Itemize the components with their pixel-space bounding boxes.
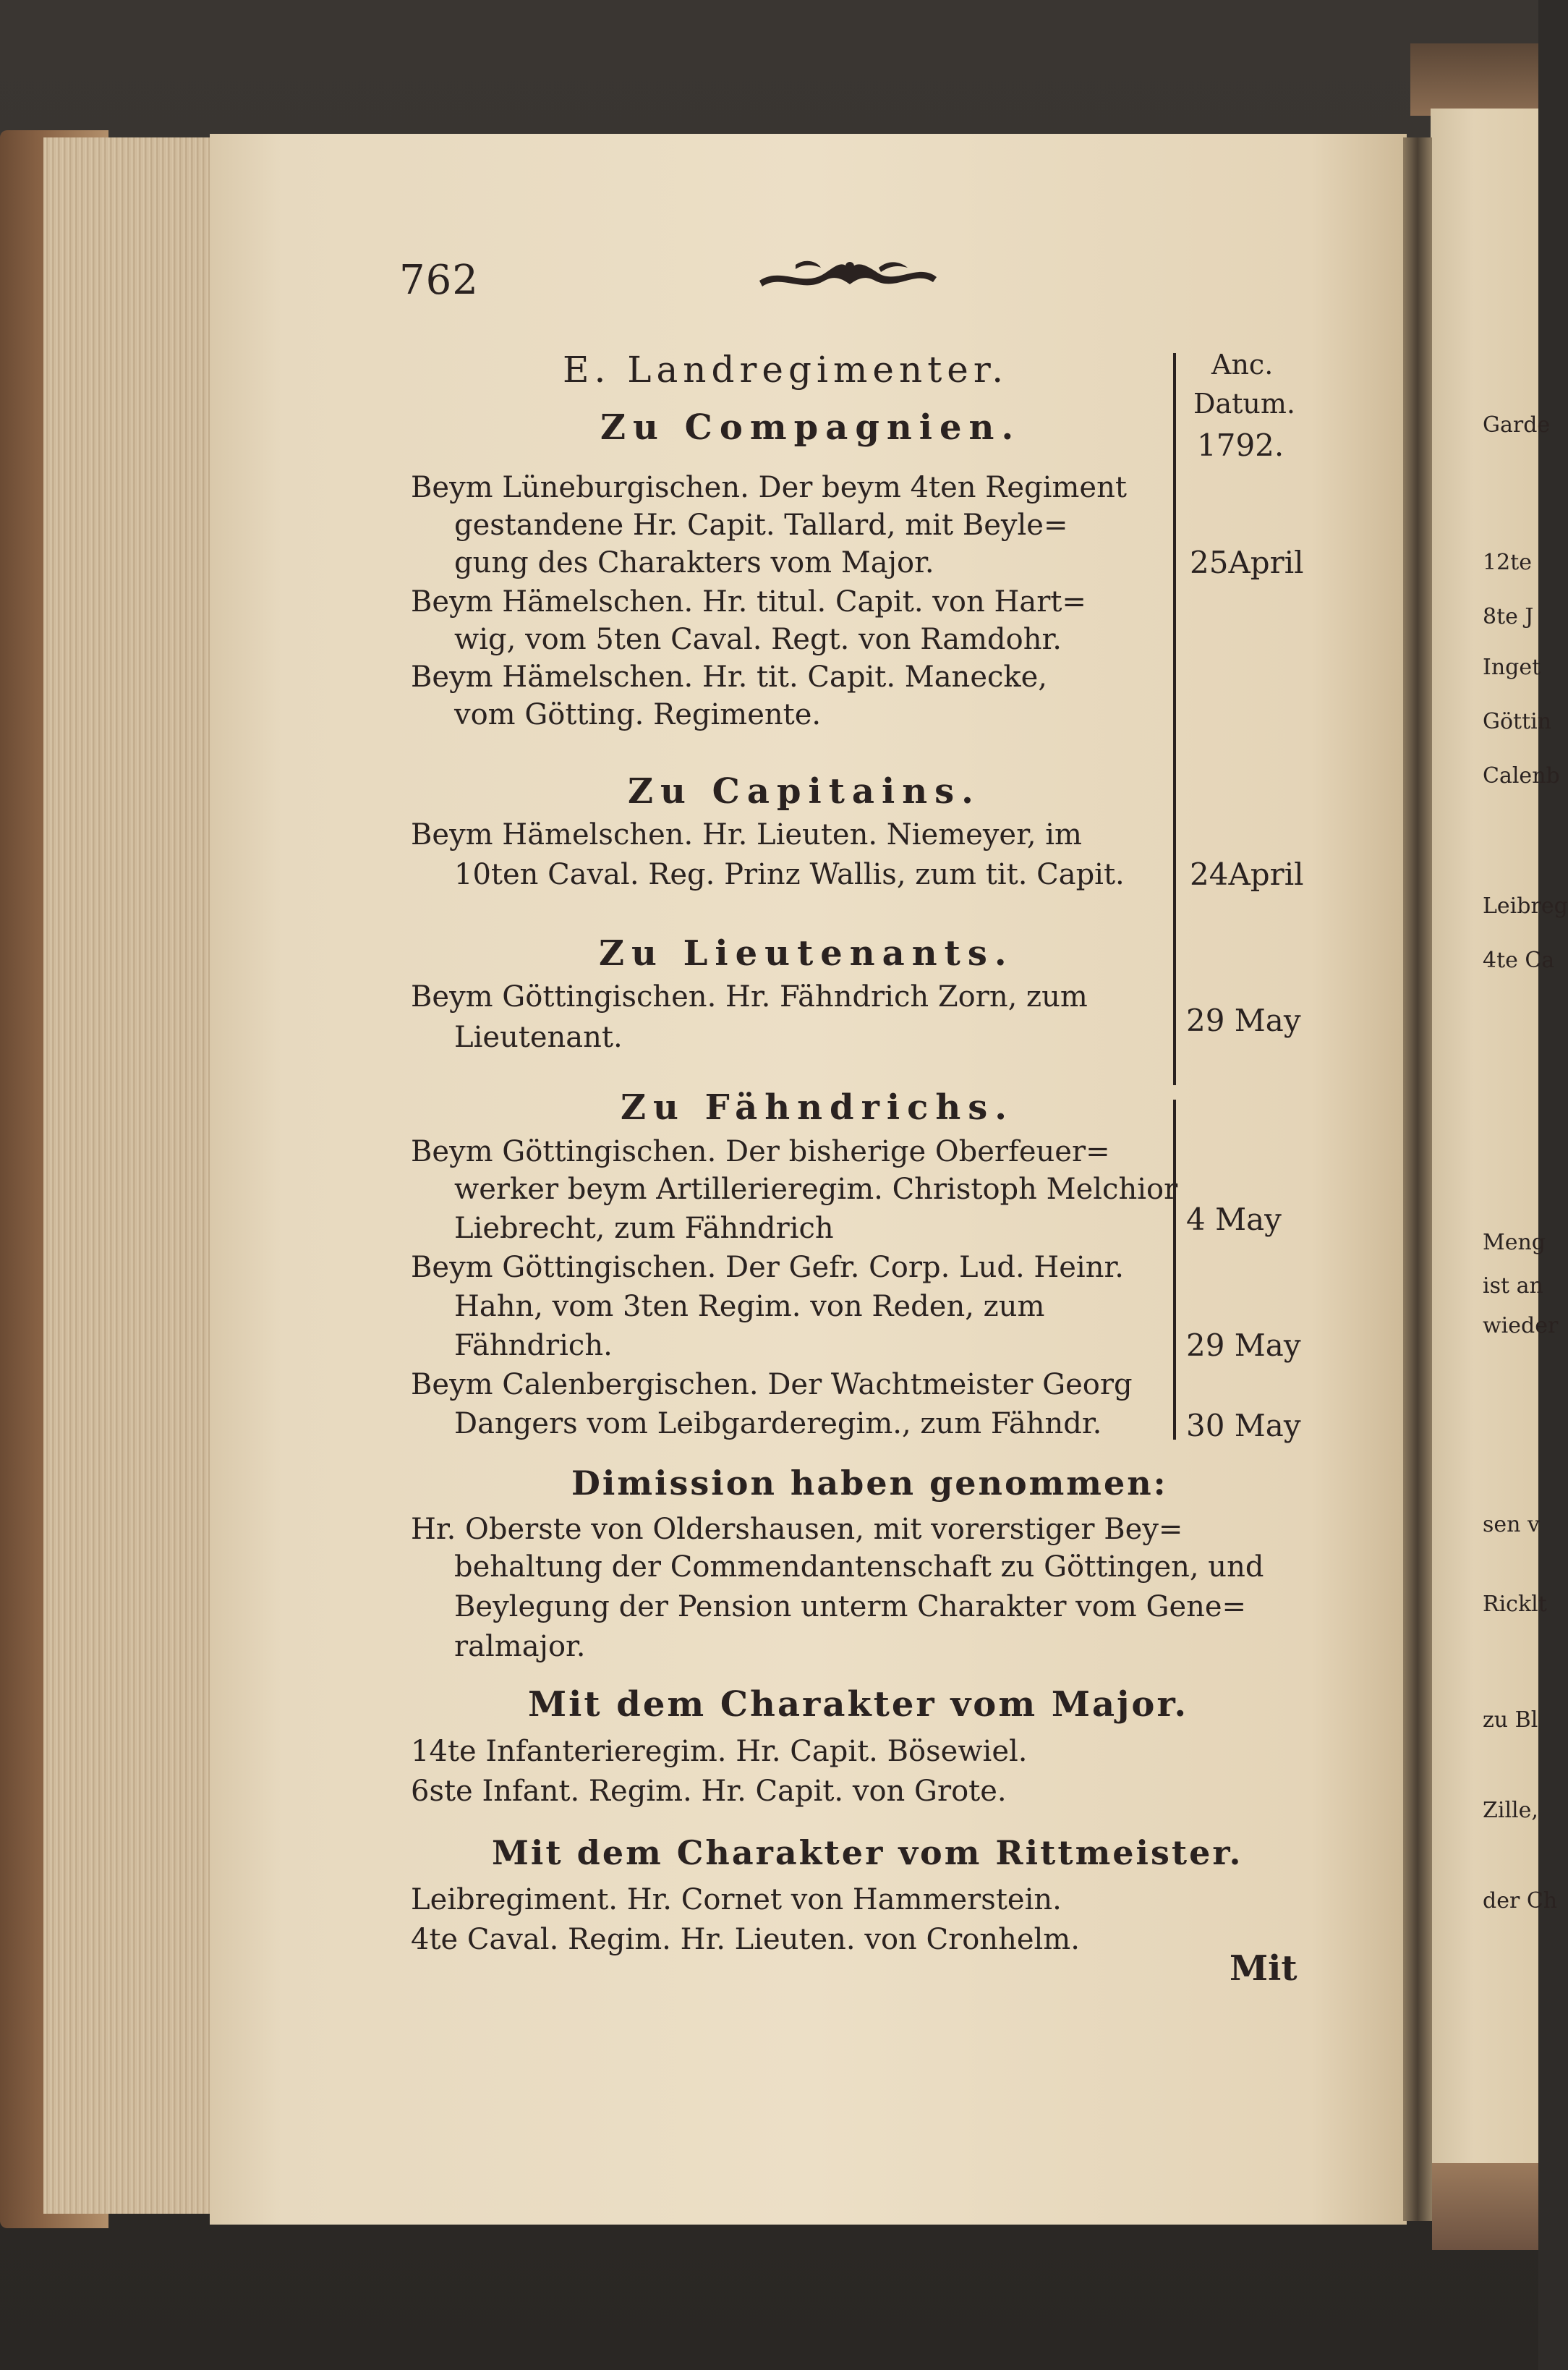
facing-page-text: zu Bl xyxy=(1483,1707,1538,1733)
text-line: Beym Göttingischen. Hr. Fähndrich Zorn, zum xyxy=(411,980,1088,1014)
catchword: Mit xyxy=(1230,1948,1298,1989)
date-column-rule-lower xyxy=(1173,1100,1176,1440)
text-line: Leibregiment. Hr. Cornet von Hammerstein. xyxy=(411,1883,1062,1916)
facing-page-text: Ricklt xyxy=(1483,1592,1547,1617)
date-header-datum: Datum. xyxy=(1193,388,1295,420)
text-line: behaltung der Commendantenschaft zu Göttingen, und xyxy=(454,1550,1264,1584)
text-line: Liebrecht, zum Fähndrich xyxy=(454,1212,834,1245)
facing-page-text: ist an xyxy=(1483,1273,1543,1299)
facing-page-text: Meng xyxy=(1483,1230,1546,1255)
text-line: Fähndrich. xyxy=(454,1329,613,1362)
text-line: wig, vom 5ten Caval. Regt. von Ramdohr. xyxy=(454,623,1062,656)
heading-compagnien: Zu Compagnien. xyxy=(600,407,1021,448)
date-header-anc: Anc. xyxy=(1211,349,1274,381)
text-line: Dangers vom Leibgarderegim., zum Fähndr. xyxy=(454,1407,1102,1440)
date-entry: 30 May xyxy=(1186,1408,1301,1443)
gutter xyxy=(1403,137,1432,2221)
text-line: vom Götting. Regimente. xyxy=(454,698,822,731)
facing-page-text: sen v xyxy=(1483,1512,1540,1537)
date-entry: 4 May xyxy=(1186,1202,1282,1237)
facing-page-text: wieder xyxy=(1483,1313,1559,1338)
facing-page-text: der Ch xyxy=(1483,1888,1558,1914)
date-header-year: 1792. xyxy=(1197,428,1284,463)
text-line: Beym Göttingischen. Der Gefr. Corp. Lud. Heinr. xyxy=(411,1251,1124,1284)
facing-page-text: 8te J xyxy=(1483,604,1534,629)
text-line: Beym Lüneburgischen. Der beym 4ten Regiment xyxy=(411,471,1127,504)
date-entry: 29 May xyxy=(1186,1328,1301,1363)
text-line: Beym Hämelschen. Hr. Lieuten. Niemeyer, im xyxy=(411,818,1082,851)
text-line: 10ten Caval. Reg. Prinz Wallis, zum tit. Capit. xyxy=(454,858,1125,891)
heading-rittmeister: Mit dem Charakter vom Rittmeister. xyxy=(492,1833,1243,1872)
date-entry: 29 May xyxy=(1186,1003,1301,1038)
facing-page-text: Zille, xyxy=(1483,1798,1538,1823)
text-line: Beym Hämelschen. Hr. titul. Capit. von Hart= xyxy=(411,585,1086,619)
book-cover-right-bottom xyxy=(1432,2163,1538,2250)
section-title: E. Landregimenter. xyxy=(563,349,1009,391)
facing-page-text: 12te xyxy=(1483,550,1532,575)
page-number: 762 xyxy=(399,257,479,304)
date-entry: 25April xyxy=(1190,545,1304,580)
text-line: Hr. Oberste von Oldershausen, mit vorerstiger Bey= xyxy=(411,1513,1183,1546)
text-line: Lieutenant. xyxy=(454,1021,623,1054)
text-line: Beym Göttingischen. Der bisherige Oberfeuer= xyxy=(411,1135,1110,1168)
ornament-icon xyxy=(752,252,940,295)
facing-page-text: Göttin xyxy=(1483,709,1552,734)
text-line: 6ste Infant. Regim. Hr. Capit. von Grote. xyxy=(411,1775,1007,1808)
date-column-rule xyxy=(1173,353,1176,1085)
facing-page-text: Calenb xyxy=(1483,763,1560,789)
book-cover-right xyxy=(1410,43,1538,116)
heading-dimission: Dimission haben genommen: xyxy=(571,1464,1168,1503)
heading-lieutenants: Zu Lieutenants. xyxy=(599,933,1014,974)
text-line: ralmajor. xyxy=(454,1630,586,1663)
text-line: Beym Calenbergischen. Der Wachtmeister Georg xyxy=(411,1368,1133,1401)
text-line: gung des Charakters vom Major. xyxy=(454,546,934,579)
text-line: 4te Caval. Regim. Hr. Lieuten. von Cronhelm. xyxy=(411,1923,1080,1956)
heading-capitains: Zu Capitains. xyxy=(628,771,981,812)
text-line: Beylegung der Pension unterm Charakter vom Gene= xyxy=(454,1590,1247,1623)
facing-page-text: Inget xyxy=(1483,655,1541,680)
text-line: Beym Hämelschen. Hr. tit. Capit. Manecke, xyxy=(411,661,1048,694)
text-line: 14te Infanterieregim. Hr. Capit. Bösewiel. xyxy=(411,1735,1028,1768)
facing-page-text: Leibreg xyxy=(1483,893,1568,919)
facing-page-text: Garde xyxy=(1483,412,1551,438)
date-entry: 24April xyxy=(1190,857,1304,892)
heading-faehndrichs: Zu Fähndrichs. xyxy=(621,1087,1014,1128)
heading-major: Mit dem Charakter vom Major. xyxy=(528,1684,1189,1725)
text-line: gestandene Hr. Capit. Tallard, mit Beyle= xyxy=(454,509,1068,542)
text-line: Hahn, vom 3ten Regim. von Reden, zum xyxy=(454,1290,1045,1323)
text-line: werker beym Artillerieregim. Christoph Melchior xyxy=(454,1173,1178,1206)
facing-page-text: 4te Ca xyxy=(1483,948,1555,973)
